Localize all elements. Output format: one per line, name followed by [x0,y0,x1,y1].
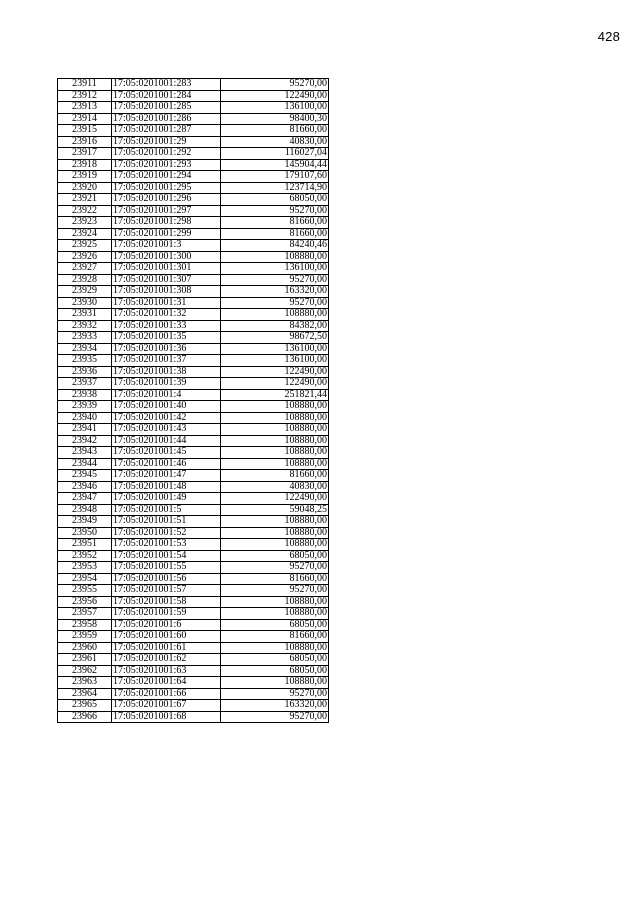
table-row [58,688,329,700]
cadastral-number-cell: 17:05:0201001:284 [112,90,221,102]
table-row [58,182,329,194]
cadastral-number-cell: 17:05:0201001:36 [112,343,221,355]
table-row [58,286,329,298]
table-row [58,631,329,643]
row-number-cell: 23944 [58,458,112,470]
row-number-cell: 23914 [58,113,112,125]
value-cell: 108880,00 [221,309,329,321]
row-number-cell: 23923 [58,217,112,229]
value-cell: 81660,00 [221,470,329,482]
table-row [58,378,329,390]
cadastral-number-cell: 17:05:0201001:286 [112,113,221,125]
row-number-cell: 23957 [58,608,112,620]
row-number-cell: 23933 [58,332,112,344]
cadastral-number-cell: 17:05:0201001:61 [112,642,221,654]
cadastral-number-cell: 17:05:0201001:62 [112,654,221,666]
value-cell: 122490,00 [221,90,329,102]
cadastral-number-cell: 17:05:0201001:293 [112,159,221,171]
table-row [58,435,329,447]
table-row [58,401,329,413]
row-number-cell: 23950 [58,527,112,539]
cadastral-number-cell: 17:05:0201001:67 [112,700,221,712]
value-cell: 81660,00 [221,228,329,240]
value-cell: 81660,00 [221,631,329,643]
row-number-cell: 23963 [58,677,112,689]
value-cell: 108880,00 [221,424,329,436]
row-number-cell: 23931 [58,309,112,321]
table-row [58,504,329,516]
row-number-cell: 23942 [58,435,112,447]
row-number-cell: 23966 [58,711,112,723]
table-row [58,389,329,401]
table-row [58,240,329,252]
cadastral-number-cell: 17:05:0201001:283 [112,79,221,91]
row-number-cell: 23924 [58,228,112,240]
cadastral-number-cell: 17:05:0201001:40 [112,401,221,413]
cadastral-number-cell: 17:05:0201001:296 [112,194,221,206]
cadastral-number-cell: 17:05:0201001:292 [112,148,221,160]
cadastral-number-cell: 17:05:0201001:60 [112,631,221,643]
table-row [58,343,329,355]
cadastral-number-cell: 17:05:0201001:37 [112,355,221,367]
cadastral-number-cell: 17:05:0201001:31 [112,297,221,309]
table-row [58,654,329,666]
value-cell: 81660,00 [221,217,329,229]
table-row [58,516,329,528]
table-row [58,458,329,470]
cadastral-number-cell: 17:05:0201001:55 [112,562,221,574]
value-cell: 108880,00 [221,539,329,551]
row-number-cell: 23949 [58,516,112,528]
value-cell: 81660,00 [221,125,329,137]
value-cell: 68050,00 [221,619,329,631]
table-row [58,113,329,125]
cadastral-number-cell: 17:05:0201001:294 [112,171,221,183]
table-row [58,309,329,321]
row-number-cell: 23958 [58,619,112,631]
table-row [58,424,329,436]
cadastral-number-cell: 17:05:0201001:68 [112,711,221,723]
table-row [58,332,329,344]
table-row [58,562,329,574]
cadastral-number-cell: 17:05:0201001:63 [112,665,221,677]
cadastral-value-table [57,78,329,723]
cadastral-number-cell: 17:05:0201001:287 [112,125,221,137]
cadastral-number-cell: 17:05:0201001:45 [112,447,221,459]
value-cell: 98400,30 [221,113,329,125]
cadastral-number-cell: 17:05:0201001:57 [112,585,221,597]
row-number-cell: 23943 [58,447,112,459]
value-cell: 179107,60 [221,171,329,183]
value-cell: 108880,00 [221,642,329,654]
page-number: 428 [597,29,620,44]
value-cell: 108880,00 [221,596,329,608]
row-number-cell: 23922 [58,205,112,217]
table-row [58,90,329,102]
cadastral-number-cell: 17:05:0201001:59 [112,608,221,620]
row-number-cell: 23911 [58,79,112,91]
value-cell: 123714,90 [221,182,329,194]
table-row [58,550,329,562]
row-number-cell: 23947 [58,493,112,505]
value-cell: 95270,00 [221,205,329,217]
row-number-cell: 23913 [58,102,112,114]
table-row [58,493,329,505]
row-number-cell: 23928 [58,274,112,286]
row-number-cell: 23936 [58,366,112,378]
table-row [58,217,329,229]
table-row [58,194,329,206]
row-number-cell: 23929 [58,286,112,298]
table-row [58,619,329,631]
value-cell: 108880,00 [221,608,329,620]
cadastral-number-cell: 17:05:0201001:53 [112,539,221,551]
row-number-cell: 23918 [58,159,112,171]
table-row [58,125,329,137]
table-row [58,596,329,608]
value-cell: 40830,00 [221,481,329,493]
row-number-cell: 23955 [58,585,112,597]
cadastral-number-cell: 17:05:0201001:66 [112,688,221,700]
row-number-cell: 23921 [58,194,112,206]
value-cell: 68050,00 [221,654,329,666]
value-cell: 95270,00 [221,562,329,574]
value-cell: 95270,00 [221,711,329,723]
value-cell: 68050,00 [221,665,329,677]
table-row [58,228,329,240]
value-cell: 95270,00 [221,688,329,700]
cadastral-number-cell: 17:05:0201001:3 [112,240,221,252]
row-number-cell: 23959 [58,631,112,643]
table-row [58,205,329,217]
value-cell: 136100,00 [221,343,329,355]
value-cell: 95270,00 [221,585,329,597]
row-number-cell: 23932 [58,320,112,332]
cadastral-number-cell: 17:05:0201001:4 [112,389,221,401]
cadastral-number-cell: 17:05:0201001:297 [112,205,221,217]
cadastral-number-cell: 17:05:0201001:298 [112,217,221,229]
table-row [58,608,329,620]
cadastral-number-cell: 17:05:0201001:307 [112,274,221,286]
row-number-cell: 23939 [58,401,112,413]
table-row [58,677,329,689]
table-row [58,102,329,114]
cadastral-number-cell: 17:05:0201001:295 [112,182,221,194]
table-row [58,642,329,654]
value-cell: 95270,00 [221,79,329,91]
table-row [58,320,329,332]
value-cell: 122490,00 [221,378,329,390]
cadastral-number-cell: 17:05:0201001:33 [112,320,221,332]
value-cell: 95270,00 [221,274,329,286]
table-row [58,412,329,424]
cadastral-number-cell: 17:05:0201001:285 [112,102,221,114]
row-number-cell: 23951 [58,539,112,551]
row-number-cell: 23945 [58,470,112,482]
table-row [58,263,329,275]
value-cell: 40830,00 [221,136,329,148]
cadastral-number-cell: 17:05:0201001:51 [112,516,221,528]
row-number-cell: 23961 [58,654,112,666]
row-number-cell: 23912 [58,90,112,102]
value-cell: 68050,00 [221,194,329,206]
cadastral-number-cell: 17:05:0201001:46 [112,458,221,470]
table-row [58,159,329,171]
table-row [58,700,329,712]
value-cell: 95270,00 [221,297,329,309]
cadastral-number-cell: 17:05:0201001:5 [112,504,221,516]
value-cell: 108880,00 [221,251,329,263]
value-cell: 108880,00 [221,412,329,424]
value-cell: 108880,00 [221,435,329,447]
row-number-cell: 23956 [58,596,112,608]
value-cell: 108880,00 [221,527,329,539]
row-number-cell: 23946 [58,481,112,493]
row-number-cell: 23927 [58,263,112,275]
value-cell: 108880,00 [221,516,329,528]
cadastral-number-cell: 17:05:0201001:35 [112,332,221,344]
cadastral-number-cell: 17:05:0201001:47 [112,470,221,482]
row-number-cell: 23964 [58,688,112,700]
table-row [58,585,329,597]
table-row [58,297,329,309]
value-cell: 251821,44 [221,389,329,401]
cadastral-number-cell: 17:05:0201001:54 [112,550,221,562]
row-number-cell: 23953 [58,562,112,574]
table-row [58,539,329,551]
table-row [58,251,329,263]
row-number-cell: 23962 [58,665,112,677]
table-row [58,366,329,378]
cadastral-number-cell: 17:05:0201001:48 [112,481,221,493]
row-number-cell: 23965 [58,700,112,712]
cadastral-number-cell: 17:05:0201001:29 [112,136,221,148]
value-cell: 122490,00 [221,366,329,378]
table-row [58,711,329,723]
cadastral-number-cell: 17:05:0201001:49 [112,493,221,505]
row-number-cell: 23941 [58,424,112,436]
value-cell: 136100,00 [221,355,329,367]
value-cell: 98672,50 [221,332,329,344]
row-number-cell: 23952 [58,550,112,562]
cadastral-number-cell: 17:05:0201001:64 [112,677,221,689]
row-number-cell: 23920 [58,182,112,194]
value-cell: 108880,00 [221,677,329,689]
value-cell: 84240,46 [221,240,329,252]
value-cell: 108880,00 [221,401,329,413]
row-number-cell: 23960 [58,642,112,654]
cadastral-number-cell: 17:05:0201001:52 [112,527,221,539]
row-number-cell: 23919 [58,171,112,183]
table-row [58,481,329,493]
row-number-cell: 23926 [58,251,112,263]
table-row [58,573,329,585]
row-number-cell: 23915 [58,125,112,137]
cadastral-number-cell: 17:05:0201001:56 [112,573,221,585]
cadastral-number-cell: 17:05:0201001:299 [112,228,221,240]
value-cell: 116027,04 [221,148,329,160]
table-row [58,447,329,459]
value-cell: 136100,00 [221,102,329,114]
value-cell: 81660,00 [221,573,329,585]
row-number-cell: 23916 [58,136,112,148]
cadastral-number-cell: 17:05:0201001:308 [112,286,221,298]
row-number-cell: 23925 [58,240,112,252]
cadastral-number-cell: 17:05:0201001:301 [112,263,221,275]
cadastral-number-cell: 17:05:0201001:39 [112,378,221,390]
value-cell: 136100,00 [221,263,329,275]
value-cell: 163320,00 [221,286,329,298]
cadastral-number-cell: 17:05:0201001:42 [112,412,221,424]
table-row [58,470,329,482]
value-cell: 122490,00 [221,493,329,505]
value-cell: 108880,00 [221,447,329,459]
cadastral-number-cell: 17:05:0201001:32 [112,309,221,321]
table-row [58,79,329,91]
cadastral-number-cell: 17:05:0201001:44 [112,435,221,447]
value-cell: 68050,00 [221,550,329,562]
row-number-cell: 23948 [58,504,112,516]
cadastral-number-cell: 17:05:0201001:300 [112,251,221,263]
row-number-cell: 23930 [58,297,112,309]
row-number-cell: 23940 [58,412,112,424]
row-number-cell: 23934 [58,343,112,355]
table-row [58,171,329,183]
table-row [58,665,329,677]
value-cell: 108880,00 [221,458,329,470]
table-row [58,355,329,367]
value-cell: 145904,44 [221,159,329,171]
table-body [58,79,329,723]
value-cell: 84382,00 [221,320,329,332]
value-cell: 163320,00 [221,700,329,712]
cadastral-number-cell: 17:05:0201001:43 [112,424,221,436]
cadastral-number-cell: 17:05:0201001:38 [112,366,221,378]
value-cell: 59048,25 [221,504,329,516]
row-number-cell: 23938 [58,389,112,401]
table-row [58,527,329,539]
row-number-cell: 23935 [58,355,112,367]
table-row [58,136,329,148]
table-row [58,148,329,160]
table-row [58,274,329,286]
row-number-cell: 23954 [58,573,112,585]
row-number-cell: 23917 [58,148,112,160]
cadastral-number-cell: 17:05:0201001:6 [112,619,221,631]
cadastral-number-cell: 17:05:0201001:58 [112,596,221,608]
row-number-cell: 23937 [58,378,112,390]
